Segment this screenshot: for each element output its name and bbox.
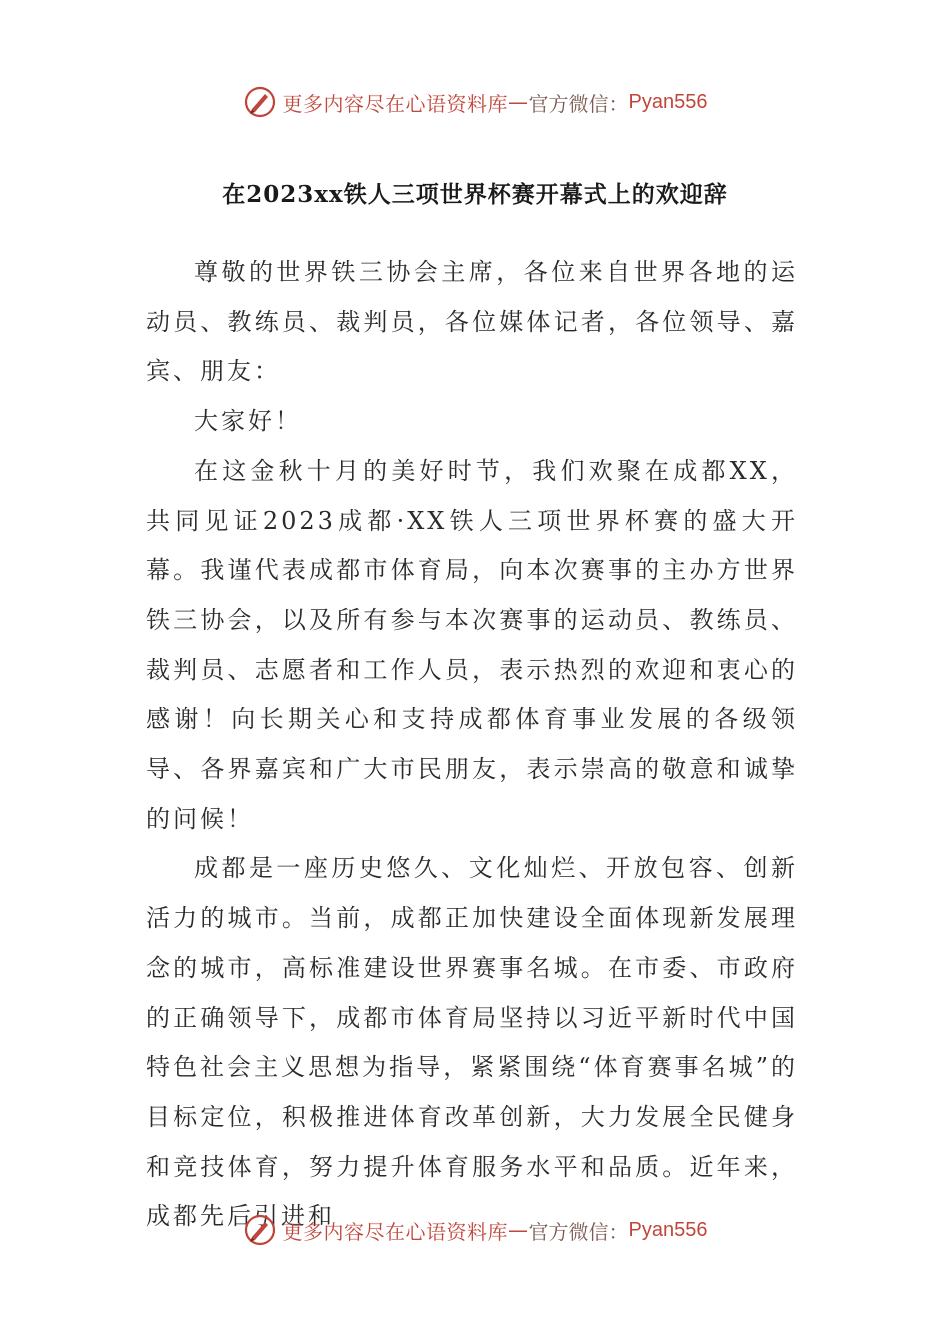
pen-logo-icon	[243, 85, 277, 119]
banner-label: 官方微信：	[528, 91, 629, 116]
banner-wechat-id: Pyan556	[628, 90, 708, 113]
banner-label: 官方微信：	[528, 1219, 629, 1244]
banner-separator: —	[508, 90, 529, 114]
salutation-paragraph: 尊敬的世界铁三协会主席，各位来自世界各地的运动员、教练员、裁判员，各位媒体记者，各位领导、嘉宾、朋友：	[146, 258, 798, 386]
banner-text: 更多内容尽在心语资料库	[282, 1219, 509, 1244]
footer-watermark-banner	[0, 1210, 950, 1250]
pen-logo-icon	[243, 1213, 277, 1247]
body-paragraph: 在这金秋十月的美好时节，我们欢聚在成都XX，共同见证2023成都·XX铁人三项世界杯赛的盛大开幕。我谨代表成都市体育局，向本次赛事的主办方世界铁三协会，以及所有参与本次赛事的运动员、教练员、裁判员、志愿者和工作人员，表示热烈的欢迎和衷心的感谢！向长期关心和支持成都体育事业发展的各级领导、各界嘉宾和广大市民朋友，表示崇高的敬意和诚挚的问候！	[146, 456, 798, 833]
banner-wechat-id: Pyan556	[628, 1218, 708, 1241]
header-watermark-banner	[0, 82, 950, 122]
document-body	[146, 248, 798, 1242]
banner-separator: —	[508, 1218, 529, 1242]
greeting-paragraph: 大家好！	[194, 407, 302, 436]
banner-text: 更多内容尽在心语资料库	[282, 91, 509, 116]
body-paragraph: 成都是一座历史悠久、文化灿烂、开放包容、创新活力的城市。当前，成都正加快建设全面体现新发展理念的城市，高标准建设世界赛事名城。在市委、市政府的正确领导下，成都市体育局坚持以习近平新时代中国特色社会主义思想为指导，紧紧围绕“体育赛事名城”的目标定位，积极推进体育改革创新，大力发展全民健身和竞技体育，努力提升体育服务水平和品质。近年来，成都先后引进和	[146, 854, 798, 1231]
document-title: 在2023xx铁人三项世界杯赛开幕式上的欢迎辞	[222, 181, 728, 208]
